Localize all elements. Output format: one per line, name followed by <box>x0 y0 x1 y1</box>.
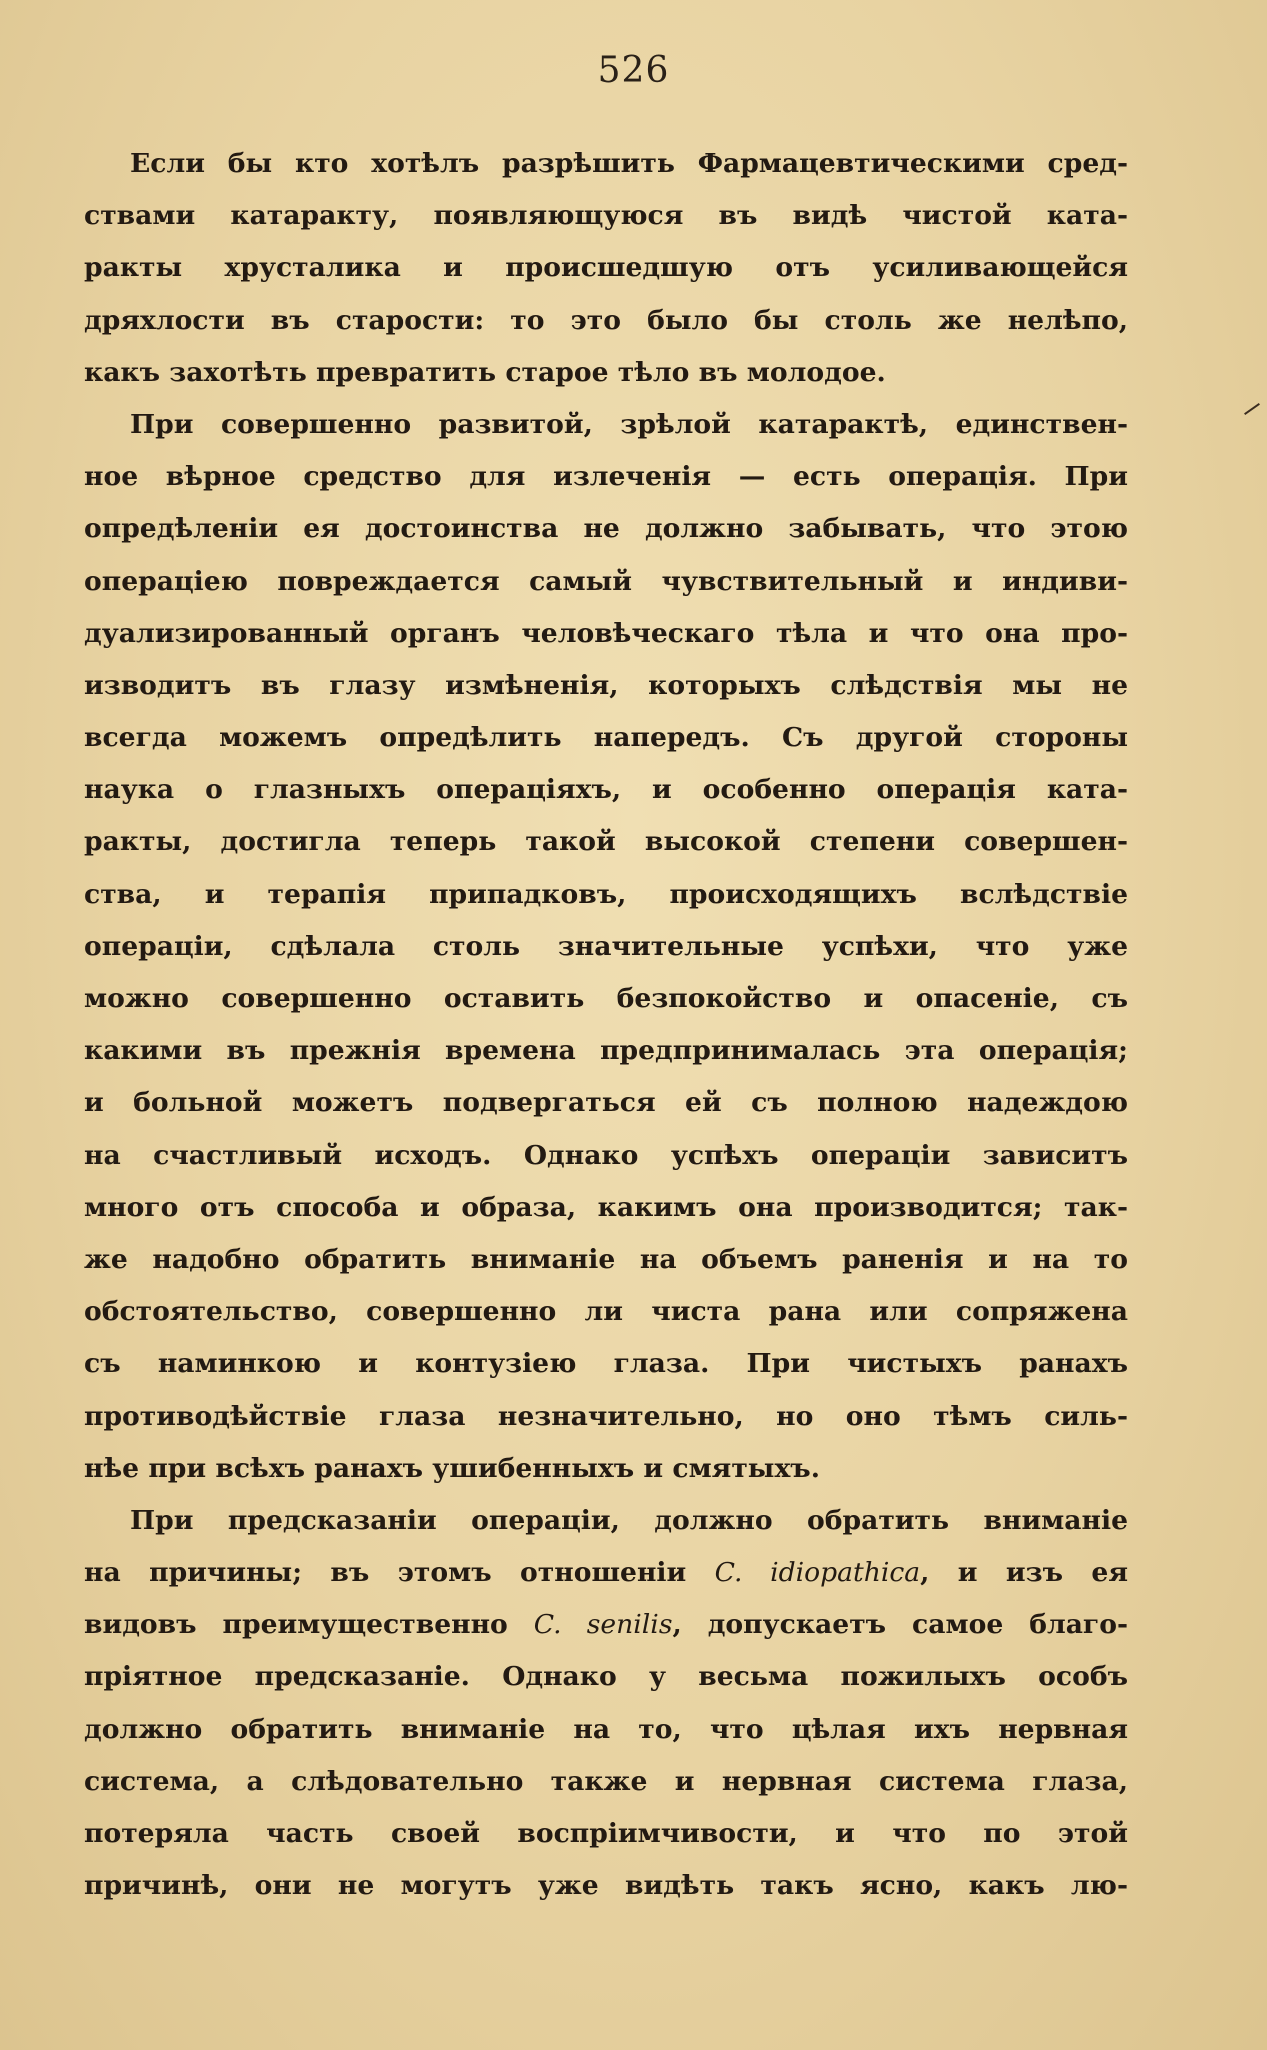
text-line: ракты хрусталика и происшедшую отъ усиливающейся <box>84 252 1128 284</box>
text-line: нѣе при всѣхъ ранахъ ушибенныхъ и смятыхъ. <box>84 1452 820 1484</box>
latin-term: C. senilis <box>533 1609 673 1641</box>
text-line: ствами катаракту, появляющуюся въ видѣ чистой ката- <box>84 200 1128 232</box>
text-line: система, а слѣдовательно также и нервная система глаза, <box>84 1765 1128 1797</box>
text-line: какими въ прежнія времена предпринималась эта операція; <box>84 1035 1128 1067</box>
page-number: 526 <box>597 50 670 91</box>
text-line: съ наминкою и контузіею глаза. При чистыхъ ранахъ <box>84 1348 1128 1380</box>
text-line: дуализированный органъ человѣческаго тѣла и что она про- <box>84 617 1128 649</box>
text-line: на счастливый исходъ. Однако успѣхъ операціи зависитъ <box>84 1139 1128 1171</box>
text-line: должно обратить вниманіе на то, что цѣлая ихъ нервная <box>84 1713 1128 1745</box>
latin-term: C. idiopathica <box>714 1557 921 1589</box>
text-line: операціи, сдѣлала столь значительные успѣхи, что уже <box>84 930 1128 962</box>
text-line: При совершенно развитой, зрѣлой катарактѣ, единствен- <box>130 408 1128 440</box>
text-line: операціею повреждается самый чувствительный и индиви- <box>84 565 1128 597</box>
text-line: на причины; въ этомъ отношеніи C. idiopathica, и изъ ея <box>84 1557 1128 1589</box>
text-line: всегда можемъ опредѣлить напередъ. Съ другой стороны <box>84 722 1128 754</box>
text-line: видовъ преимущественно C. senilis, допускаетъ самое благо- <box>84 1609 1128 1641</box>
text-line: же надобно обратить вниманіе на объемъ раненія и на то <box>84 1243 1128 1275</box>
text-line: Если бы кто хотѣлъ разрѣшить Фармацевтическими сред- <box>130 148 1128 179</box>
text-line: наука о глазныхъ операціяхъ, и особенно операція ката- <box>84 774 1128 806</box>
text-line: какъ захотѣть превратить старое тѣло въ молодое. <box>84 356 886 388</box>
text-line: обстоятельство, совершенно ли чиста рана или сопряжена <box>84 1296 1128 1328</box>
text-line: ное вѣрное средство для излеченія — есть операція. При <box>84 461 1128 493</box>
text-line: ракты, достигла теперь такой высокой степени совершен- <box>84 826 1128 858</box>
text-line: ства, и терапія припадковъ, происходящихъ вслѣдствіе <box>84 878 1128 910</box>
text-line: При предсказаніи операціи, должно обратить вниманіе <box>130 1504 1128 1536</box>
text-line: много отъ способа и образа, какимъ она производится; так- <box>84 1191 1128 1223</box>
text-line: можно совершенно оставить безпокойство и опасеніе, съ <box>84 983 1128 1014</box>
text-line: противодѣйствіе глаза незначительно, но оно тѣмъ силь- <box>84 1400 1128 1432</box>
text-line: причинѣ, они не могутъ уже видѣть такъ ясно, какъ лю- <box>84 1870 1128 1902</box>
margin-mark <box>1244 403 1260 415</box>
text-line: опредѣленіи ея достоинства не должно забывать, что этою <box>84 513 1128 545</box>
text-line: дряхлости въ старости: то это было бы столь же нелѣпо, <box>84 304 1128 336</box>
text-line: потеряла часть своей воспріимчивости, и что по этой <box>84 1818 1128 1849</box>
text-line: изводитъ въ глазу измѣненія, которыхъ слѣдствія мы не <box>84 669 1128 701</box>
text-line: и больной можетъ подвергаться ей съ полною надеждою <box>84 1087 1128 1119</box>
text-line: пріятное предсказаніе. Однако у весьма пожилыхъ особъ <box>84 1661 1128 1693</box>
body-text <box>84 138 1128 1912</box>
